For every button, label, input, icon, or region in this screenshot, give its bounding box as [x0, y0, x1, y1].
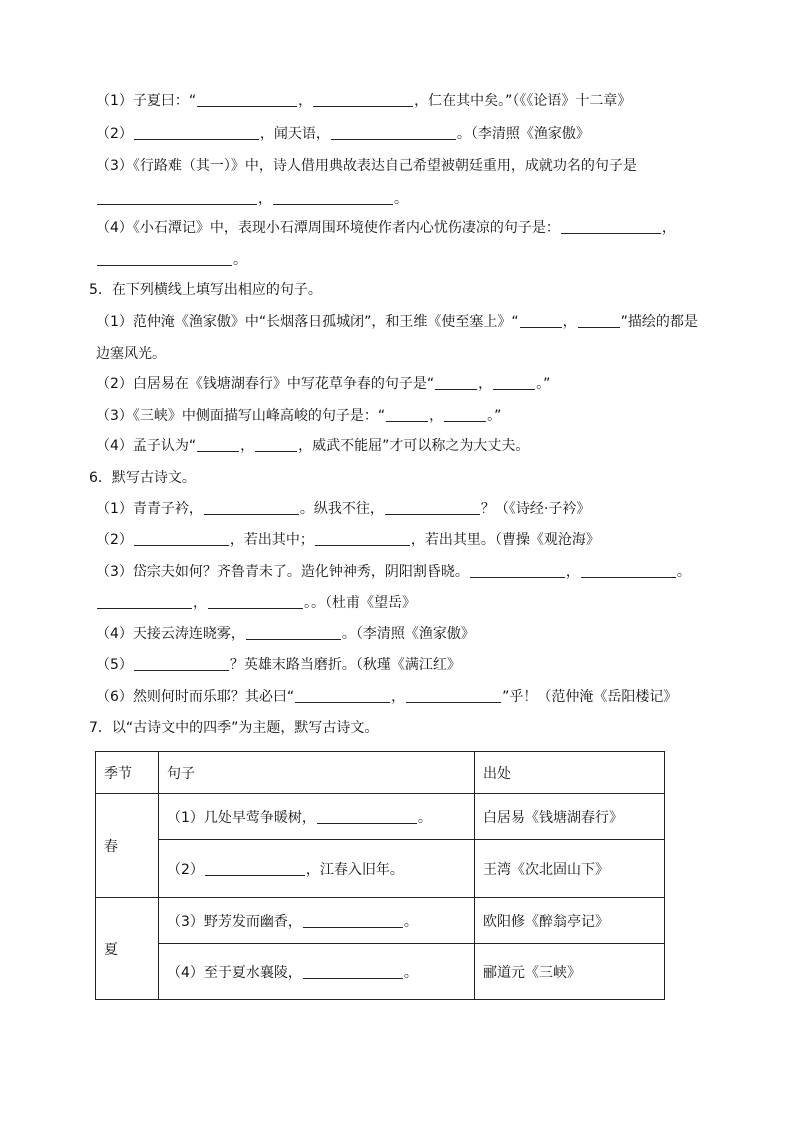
- question-line: [96, 219, 676, 237]
- answer-blank[interactable]: [493, 375, 535, 390]
- question-line: [96, 345, 166, 363]
- line-text: 5．在下列横线上填写出相应的句子。: [89, 282, 322, 298]
- line-text: （2）: [167, 861, 204, 878]
- question-line: [96, 625, 475, 643]
- line-text: 。: [394, 191, 408, 207]
- question-line: [96, 313, 698, 331]
- line-text: 。。（杜甫《望岳》: [304, 595, 416, 611]
- answer-blank[interactable]: [444, 407, 486, 422]
- line-text: ，: [391, 689, 406, 705]
- answer-blank[interactable]: [435, 375, 477, 390]
- line-text: ，若出其中；: [229, 532, 314, 548]
- answer-blank[interactable]: [208, 594, 303, 609]
- line-text: （1）青青子衿，: [96, 501, 203, 517]
- table-row: [96, 840, 665, 898]
- season-cell: 夏: [96, 898, 159, 1000]
- line-text: （3）《三峡》中侧面描写山峰高峻的句子是：“: [96, 408, 386, 424]
- answer-blank[interactable]: [134, 656, 229, 671]
- line-text: ，: [478, 376, 493, 392]
- answer-blank[interactable]: [134, 125, 259, 140]
- sentence-cell: [159, 898, 475, 944]
- question-line: [96, 407, 501, 425]
- answer-blank[interactable]: [578, 313, 620, 328]
- line-text: ？（《诗经·子衿》: [480, 501, 591, 517]
- answer-blank[interactable]: [197, 92, 297, 107]
- answer-blank[interactable]: [470, 563, 565, 578]
- table-row: [96, 944, 665, 1000]
- line-text: 。: [676, 564, 691, 580]
- answer-blank[interactable]: [255, 437, 297, 452]
- table-row: [96, 794, 665, 840]
- line-text: （3）岱宗夫如何？齐鲁青未了。造化钟神秀，阴阳割昏晓。: [96, 564, 469, 580]
- table-header-row: [96, 752, 665, 794]
- answer-blank[interactable]: [520, 313, 562, 328]
- sentence-cell: [159, 944, 475, 1000]
- line-text: ，: [565, 564, 580, 580]
- season-cell: 春: [96, 794, 159, 898]
- line-text: ，: [661, 220, 676, 236]
- line-text: 7．以“古诗文中的四季”为主题，默写古诗文。: [89, 720, 379, 736]
- question-line: [96, 125, 590, 143]
- line-text: 。: [403, 913, 418, 930]
- line-text: ，若出其里。（曹操《观沧海》: [410, 532, 600, 548]
- line-text: 边塞风光。: [96, 346, 166, 362]
- question-line: [96, 437, 529, 455]
- line-text: （4）天接云涛连晓雾，: [96, 626, 245, 642]
- line-text: （1）几处早莺争暖树，: [167, 809, 316, 826]
- header-season: 季节: [96, 752, 159, 794]
- answer-blank[interactable]: [406, 688, 501, 703]
- line-text: ，江春入旧年。: [305, 861, 404, 878]
- question-line: [96, 375, 550, 393]
- line-text: 。（李清照《渔家傲》: [456, 126, 590, 142]
- answer-blank[interactable]: [303, 913, 403, 928]
- four-seasons-table: [95, 751, 665, 1000]
- answer-blank[interactable]: [295, 688, 390, 703]
- source-cell: 王湾《次北固山下》: [475, 840, 665, 898]
- line-text: ，闻天语，: [259, 126, 330, 142]
- question-line: [96, 500, 590, 518]
- line-text: ，仁在其中矣。”（《《论语》十二章》: [414, 93, 632, 109]
- source-cell: 白居易《钱塘湖春行》: [475, 794, 665, 840]
- answer-blank[interactable]: [317, 809, 417, 824]
- answer-blank[interactable]: [273, 190, 393, 205]
- sentence-cell: [159, 840, 475, 898]
- question-line: [96, 190, 408, 208]
- table-row: [96, 898, 665, 944]
- line-text: ”乎！（范仲淹《岳阳楼记》: [502, 689, 678, 705]
- answer-blank[interactable]: [315, 531, 410, 546]
- question-line: [96, 563, 691, 581]
- question-line: [96, 157, 637, 175]
- line-text: （6）然则何时而乐耶？其必曰“: [96, 689, 295, 705]
- line-text: ”描绘的都是: [620, 314, 698, 330]
- question-heading: [89, 469, 196, 487]
- line-text: （1）范仲淹《渔家傲》中“长烟落日孤城闭”，和王维《使至塞上》“: [96, 314, 519, 330]
- question-line: [96, 92, 631, 110]
- line-text: （2）: [96, 126, 133, 142]
- line-text: ，威武不能屈”才可以称之为大丈夫。: [298, 438, 530, 454]
- source-cell: 欧阳修《醉翁亭记》: [475, 898, 665, 944]
- line-text: （1）子夏曰：“: [96, 93, 197, 109]
- line-text: （3）野芳发而幽香，: [167, 913, 302, 930]
- line-text: ，: [193, 595, 207, 611]
- answer-blank[interactable]: [197, 437, 239, 452]
- line-text: ，: [258, 191, 272, 207]
- line-text: 。: [233, 252, 247, 268]
- line-text: （4）《小石潭记》中，表现小石潭周围环境使作者内心忧伤凄凉的句子是：: [96, 220, 560, 236]
- answer-blank[interactable]: [134, 531, 229, 546]
- question-line: [96, 656, 461, 674]
- question-line: [96, 688, 677, 706]
- line-text: 。: [417, 809, 432, 826]
- line-text: （3）《行路难（其一）》中，诗人借用典故表达自己希望被朝廷重用，成就功名的句子是: [96, 158, 637, 174]
- line-text: ，: [429, 408, 444, 424]
- line-text: 。（李清照《渔家傲》: [341, 626, 475, 642]
- line-text: 。纵我不往，: [299, 501, 384, 517]
- answer-blank[interactable]: [561, 219, 661, 234]
- question-line: [96, 531, 600, 549]
- line-text: （4）至于夏水襄陵，: [167, 964, 302, 981]
- line-text: ，: [562, 314, 577, 330]
- answer-blank[interactable]: [386, 407, 428, 422]
- answer-blank[interactable]: [385, 500, 480, 515]
- question-heading: [89, 719, 378, 737]
- question-line: [96, 594, 416, 612]
- answer-blank[interactable]: [204, 500, 299, 515]
- sentence-cell: [159, 794, 475, 840]
- line-text: （4）孟子认为“: [96, 438, 197, 454]
- line-text: （2）白居易在《钱塘湖春行》中写花草争春的句子是“: [96, 376, 435, 392]
- answer-blank[interactable]: [97, 251, 232, 266]
- line-text: （2）: [96, 532, 133, 548]
- line-text: ，: [240, 438, 255, 454]
- line-text: （5）: [96, 657, 133, 673]
- source-cell: 郦道元《三峡》: [475, 944, 665, 1000]
- answer-blank[interactable]: [581, 563, 676, 578]
- answer-blank[interactable]: [97, 594, 192, 609]
- header-source: 出处: [475, 752, 665, 794]
- line-text: 6．默写古诗文。: [89, 470, 196, 486]
- line-text: ？英雄末路当磨折。（秋瑾《满江红》: [229, 657, 461, 673]
- answer-blank[interactable]: [246, 625, 341, 640]
- answer-blank[interactable]: [313, 92, 413, 107]
- line-text: 。: [403, 964, 418, 981]
- answer-blank[interactable]: [303, 964, 403, 979]
- answer-blank[interactable]: [97, 190, 257, 205]
- answer-blank[interactable]: [331, 125, 456, 140]
- answer-blank[interactable]: [205, 861, 305, 876]
- header-sentence: 句子: [159, 752, 475, 794]
- question-line: [96, 251, 247, 269]
- line-text: 。”: [536, 376, 551, 392]
- question-heading: [89, 281, 322, 299]
- line-text: 。”: [487, 408, 502, 424]
- line-text: ，: [298, 93, 313, 109]
